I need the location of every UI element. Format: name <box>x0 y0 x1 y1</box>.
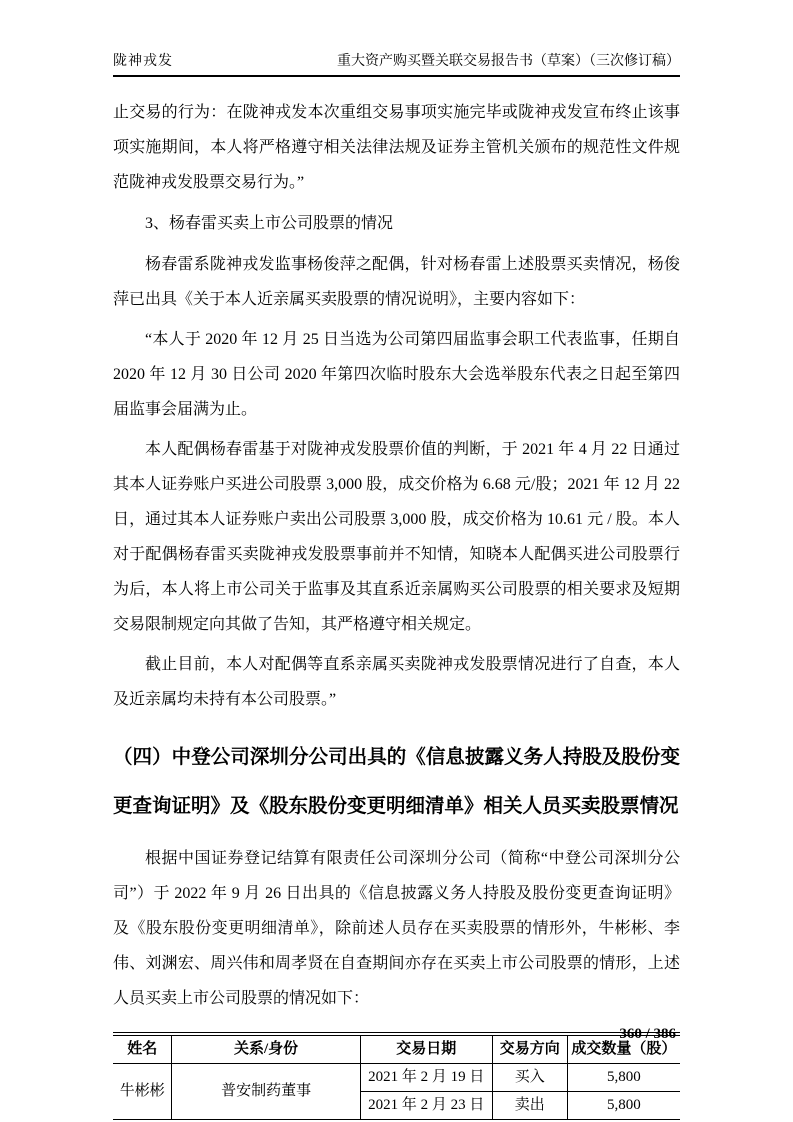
cell-trade-direction: 卖出 <box>492 1092 567 1122</box>
cell-relation: 普安制药董事 <box>172 1064 360 1122</box>
table-header-row <box>113 1034 680 1064</box>
section-heading-4: （四）中登公司深圳分公司出具的《信息披露义务人持股及股份变更查询证明》及《股东股份变更明细清单》相关人员买卖股票情况 <box>113 746 680 817</box>
cell-trade-date: 2021 年 2 月 23 日 <box>360 1092 492 1122</box>
cell-person-name: 牛彬彬 <box>113 1064 172 1122</box>
paragraph-spouse-statement-intro: 杨春雷系陇神戎发监事杨俊萍之配偶，针对杨春雷上述股票买卖情况，杨俊萍已出具《关于本人近亲属买卖股票的情况说明》，主要内容如下： <box>113 256 680 308</box>
col-header-name: 姓名 <box>113 1034 172 1064</box>
col-header-relation: 关系/身份 <box>172 1034 360 1064</box>
page-header <box>113 50 680 77</box>
cell-trade-date: 2021 年 2 月 19 日 <box>360 1064 492 1092</box>
cell-trade-quantity: 5,800 <box>567 1064 680 1092</box>
header-company-name: 陇神戎发 <box>113 54 173 69</box>
paragraph-self-check: 截止目前，本人对配偶等直系亲属买卖陇神戎发股票情况进行了自查，本人及近亲属均未持有本公司股票。” <box>113 656 680 708</box>
page-number: 360 / 386 <box>619 1026 676 1042</box>
section-heading-3: 3、杨春雷买卖上市公司股票的情况 <box>145 215 394 232</box>
col-header-direction: 交易方向 <box>492 1034 567 1064</box>
cell-trade-quantity: 5,800 <box>567 1092 680 1122</box>
paragraph-continued: 止交易的行为：在陇神戎发本次重组交易事项实施完毕或陇神戎发宣布终止该事项实施期间，本人将严格遵守相关法律法规及证券主管机关颁布的规范性文件规范陇神戎发股票交易行为。” <box>113 104 680 191</box>
col-header-date: 交易日期 <box>360 1034 492 1064</box>
table-row <box>113 1064 680 1092</box>
paragraph-trade-details: 本人配偶杨春雷基于对陇神戎发股票价值的判断，于 2021 年 4 月 22 日通过其本人证券账户买进公司股票 3,000 股，成交价格为 6.68 元/股；2021 年 12 月 22 日，通过其本人证券账户卖出公司股票 3,000 股，成交价格为 10.61 元 / 股。本人对于配偶杨春雷买卖陇神戎发股票事前并不知情，知晓本人配偶买进公司股票行为后，本人将上市公司关于监事及其直系近亲属购买公司股票的相关要求及短期交易限制规定向其做了告知，其严格遵守相关规定。 <box>113 441 680 633</box>
paragraph-csdc-certificate: 根据中国证券登记结算有限责任公司深圳分公司（简称“中登公司深圳分公司”）于 2022 年 9 月 26 日出具的《信息披露义务人持股及股份变更查询证明》及《股东股份变更明细清单》，除前述人员存在买卖股票的情形外，牛彬彬、李伟、刘渊宏、周兴伟和周孝贤在自查期间亦存在买卖上市公司股票的情形，上述人员买卖上市公司股票的情况如下： <box>113 850 680 1007</box>
col-header-quantity: 成交数量（股） <box>567 1034 680 1064</box>
paragraph-supervisor-election: “本人于 2020 年 12 月 25 日当选为公司第四届监事会职工代表监事，任期自 2020 年 12 月 30 日公司 2020 年第四次临时股东大会选举股东代表之日起至第四届监事会届满为止。 <box>113 331 680 418</box>
stock-trading-table <box>113 1032 680 1122</box>
document-body <box>113 95 680 1122</box>
header-report-title: 重大资产购买暨关联交易报告书（草案）（三次修订稿） <box>337 54 680 69</box>
cell-trade-direction: 买入 <box>492 1064 567 1092</box>
